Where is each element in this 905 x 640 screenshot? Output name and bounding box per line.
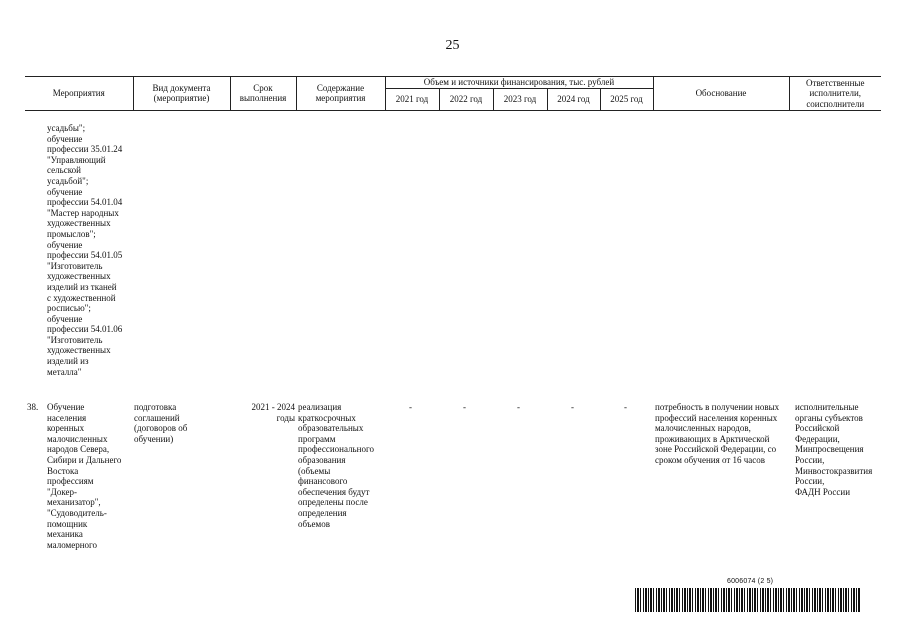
barcode-bars	[635, 588, 860, 612]
header-year: 2021 год	[385, 88, 439, 110]
funding-2021: -	[409, 402, 412, 412]
funding-2023: -	[517, 402, 520, 412]
header-year: 2023 год	[493, 88, 547, 110]
header-year: 2022 год	[439, 88, 493, 110]
row-content: реализация краткосрочных образовательных программ профессионального образования (объемы финансового обеспечения будут определены после определения объемов	[298, 402, 374, 529]
header-measures: Мероприятия	[25, 77, 133, 111]
row-number: 38.	[27, 402, 39, 412]
header-content: Содержание мероприятия	[296, 77, 385, 111]
row-deadline: 2021 - 2024 годы	[251, 402, 295, 423]
row-justification: потребность в получении новых профессий населения коренных малочисленных народов, проживающих в Арктической зоне Российской Федерации, со сроком обучения от 16 часов	[655, 402, 780, 465]
row-doc-type: подготовка соглашений (договоров об обучении)	[134, 402, 188, 444]
page-number: 25	[445, 38, 460, 53]
row-measures: Обучение населения коренных малочисленных народов Севера, Сибири и Дальнего Востока профессиям "Докер- механизатор", "Судоводитель- помощник механика маломерного	[47, 402, 122, 550]
header-deadline: Срок выполнения	[230, 77, 296, 111]
continued-measures: усадьбы"; обучение профессии 35.01.24 "Управляющий сельской усадьбой"; обучение профессии 54.01.04 "Мастер народных художественных промыслов"; обучение профессии 54.01.05 "Изготовитель художественных изделий из тканей с художественной росписью"; обучение профессии 54.01.06 "Изготовитель художественных изделий из металла"	[47, 123, 123, 377]
funding-2024: -	[571, 402, 574, 412]
funding-2022: -	[463, 402, 466, 412]
header-responsible: Ответственные исполнители, соисполнители	[789, 77, 881, 111]
barcode-label: 6006074 (2 5)	[727, 578, 774, 585]
header-year: 2024 год	[547, 88, 600, 110]
header-year: 2025 год	[600, 88, 653, 110]
funding-2025: -	[624, 402, 627, 412]
header-funding: Объем и источники финансирования, тыс. рублей	[385, 77, 653, 89]
row-responsible: исполнительные органы субъектов Российской Федерации, Минпросвещения России, Минвостокразвития России, ФАДН России	[795, 402, 873, 497]
header-justification: Обоснование	[653, 77, 789, 111]
table-header	[25, 76, 881, 111]
header-doc-type: Вид документа (мероприятие)	[133, 77, 230, 111]
